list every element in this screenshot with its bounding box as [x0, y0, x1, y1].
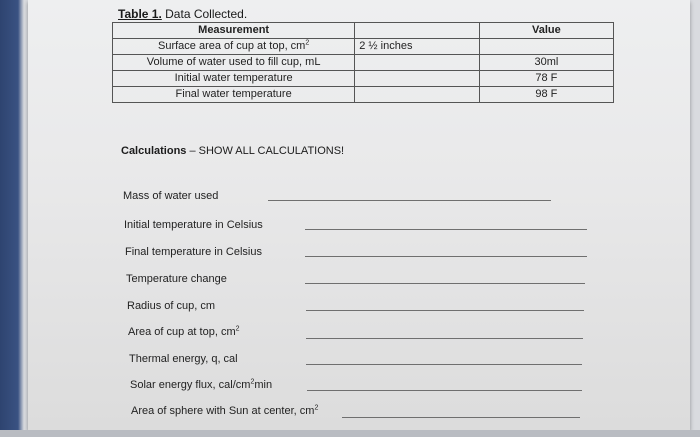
calc-label-sphere-area: Area of sphere with Sun at center, $cm^2$: [131, 404, 319, 417]
calc-label-temp-change: Temperature change: [126, 273, 227, 285]
answer-line-temp-change[interactable]: [305, 283, 585, 284]
calc-label-mass: Mass of water used: [123, 190, 219, 202]
header-measurement: Measurement: [113, 23, 355, 39]
value-cell[interactable]: [479, 39, 613, 55]
table-row: [113, 39, 614, 55]
calculations-heading-rest: – SHOW ALL CALCULATIONS!: [186, 145, 345, 157]
answer-line-mass[interactable]: [268, 200, 551, 201]
answer-line-initial-celsius[interactable]: [305, 229, 587, 230]
answer-line-sphere-area[interactable]: [342, 417, 580, 418]
calc-label-initial-celsius: Initial temperature in Celsius: [124, 219, 263, 231]
answer-line-solar-flux[interactable]: [307, 390, 582, 391]
table-row: [113, 71, 614, 87]
calc-label-radius: Radius of cup, cm: [127, 300, 216, 312]
calc-label-thermal-energy: Thermal energy, q, cal: [129, 353, 238, 365]
calc-label-solar-flux: Solar energy flux, cal/$cm^2\min$: [130, 378, 273, 391]
answer-line-final-celsius[interactable]: [305, 256, 587, 257]
input-cell[interactable]: [355, 87, 480, 103]
table-caption: Data Collected.: [165, 7, 248, 21]
value-cell[interactable]: 98 F: [479, 87, 613, 103]
calculations-heading-bold: Calculations: [121, 145, 187, 157]
input-cell[interactable]: [355, 71, 480, 87]
calc-label-area-cup: Area of cup at top, $cm^2$: [128, 325, 240, 338]
table-row: [113, 55, 614, 71]
header-blank: [355, 23, 480, 39]
data-table: [112, 22, 614, 103]
value-cell[interactable]: 78 F: [479, 71, 613, 87]
table-label: Table 1.: [118, 7, 162, 21]
header-value: Value: [479, 23, 613, 39]
input-cell[interactable]: 2 ½ inches: [355, 39, 480, 55]
value-cell[interactable]: 30ml: [479, 55, 613, 71]
table-header-row: [113, 23, 614, 39]
table-row: [113, 87, 614, 103]
measurement-cell: Final water temperature: [113, 87, 355, 103]
measurement-cell: Surface area of cup at top, $cm^2$: [113, 39, 355, 55]
calculations-heading: [121, 145, 344, 157]
answer-line-thermal-energy[interactable]: [306, 364, 582, 365]
table-title: [118, 7, 247, 21]
answer-line-area-cup[interactable]: [306, 338, 583, 339]
measurement-cell: Initial water temperature: [113, 71, 355, 87]
answer-line-radius[interactable]: [306, 310, 584, 311]
measurement-cell: Volume of water used to fill cup, mL: [113, 55, 355, 71]
desk-edge: [0, 430, 700, 437]
calc-label-final-celsius: Final temperature in Celsius: [125, 246, 262, 258]
input-cell[interactable]: [355, 55, 480, 71]
